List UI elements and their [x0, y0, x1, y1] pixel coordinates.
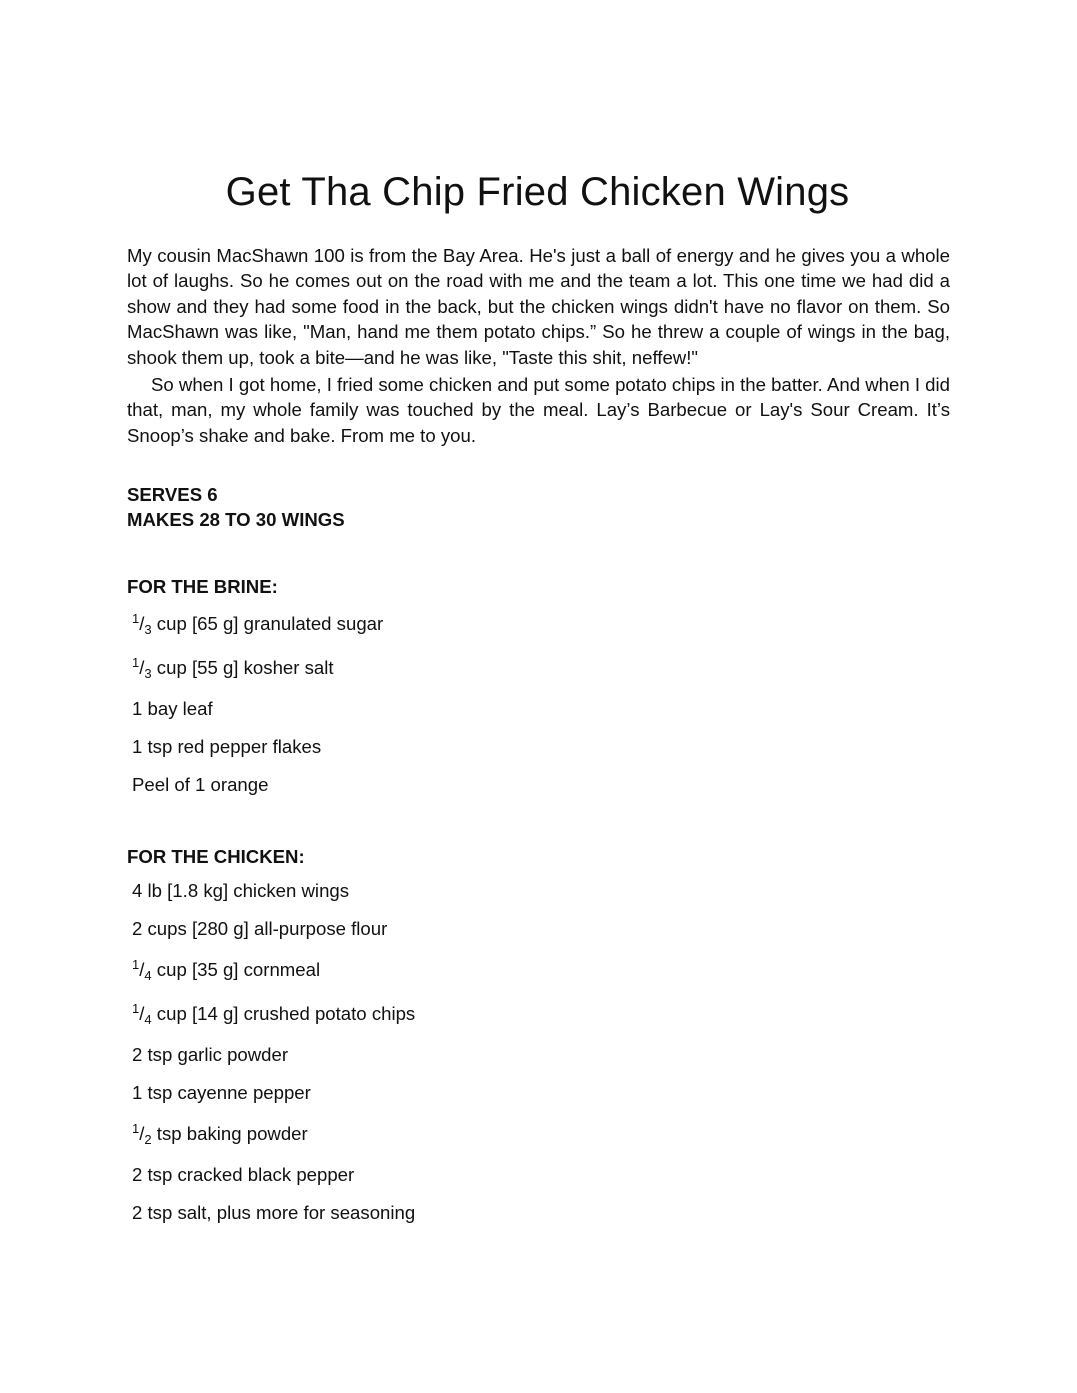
ingredient-item: Peel of 1 orange [132, 774, 269, 796]
chicken-ingredient-list [132, 872, 950, 1232]
serves-label: SERVES 6 [127, 484, 218, 506]
ingredient-text: tsp baking powder [151, 1123, 308, 1145]
fraction: $^1/_4$ [132, 1001, 152, 1028]
fraction: $^1/_3$ [132, 655, 152, 682]
yield-info [127, 482, 950, 532]
ingredient-item [132, 1112, 950, 1156]
recipe-page [127, 160, 950, 1232]
chicken-heading: FOR THE CHICKEN: [127, 846, 305, 868]
ingredient-item: 2 tsp cracked black pepper [132, 1164, 355, 1186]
ingredient-item [132, 646, 950, 690]
ingredient-text: cup [55 g] kosher salt [151, 657, 334, 679]
fraction: $^1/_2$ [132, 1121, 152, 1148]
recipe-title: Get Tha Chip Fried Chicken Wings [225, 170, 850, 214]
brine-heading: FOR THE BRINE: [127, 576, 278, 598]
ingredient-text: cup [65 g] granulated sugar [151, 613, 384, 635]
ingredient-item: 2 tsp salt, plus more for seasoning [132, 1202, 416, 1224]
intro-paragraph-2: So when I got home, I fried some chicken and put some potato chips in the batter. And when I did that, man, my whole family was touched by the meal. Lay’s Barbecue or Lay's Sour Cream. It’s Snoop’s shake and bake. From me to you. [127, 374, 950, 446]
ingredient-item: 1 tsp cayenne pepper [132, 1082, 311, 1104]
brine-ingredient-list [132, 602, 950, 804]
ingredient-item: 1 tsp red pepper flakes [132, 736, 322, 758]
ingredient-item: 4 lb [1.8 kg] chicken wings [132, 880, 350, 902]
ingredient-text: cup [35 g] cornmeal [151, 959, 321, 981]
ingredient-item: 2 tsp garlic powder [132, 1044, 289, 1066]
ingredient-item [132, 992, 950, 1036]
ingredient-item [132, 602, 950, 646]
intro-paragraph-1: My cousin MacShawn 100 is from the Bay Area. He's just a ball of energy and he gives you a whole lot of laughs. So he comes out on the road with me and the team a lot. This one time we had did a show and they had some food in the back, but the chicken wings didn't have no flavor on them. So MacShawn was like, "Man, hand me them potato chips.” So he threw a couple of wings in the bag, shook them up, took a bite—and he was like, "Taste this shit, neffew!" [127, 245, 950, 368]
ingredient-item [132, 948, 950, 992]
ingredient-text: cup [14 g] crushed potato chips [151, 1003, 416, 1025]
fraction: $^1/_4$ [132, 957, 152, 984]
ingredient-item: 1 bay leaf [132, 698, 213, 720]
makes-label: MAKES 28 TO 30 WINGS [127, 509, 345, 531]
ingredient-item: 2 cups [280 g] all-purpose flour [132, 918, 388, 940]
fraction: $^1/_3$ [132, 611, 152, 638]
